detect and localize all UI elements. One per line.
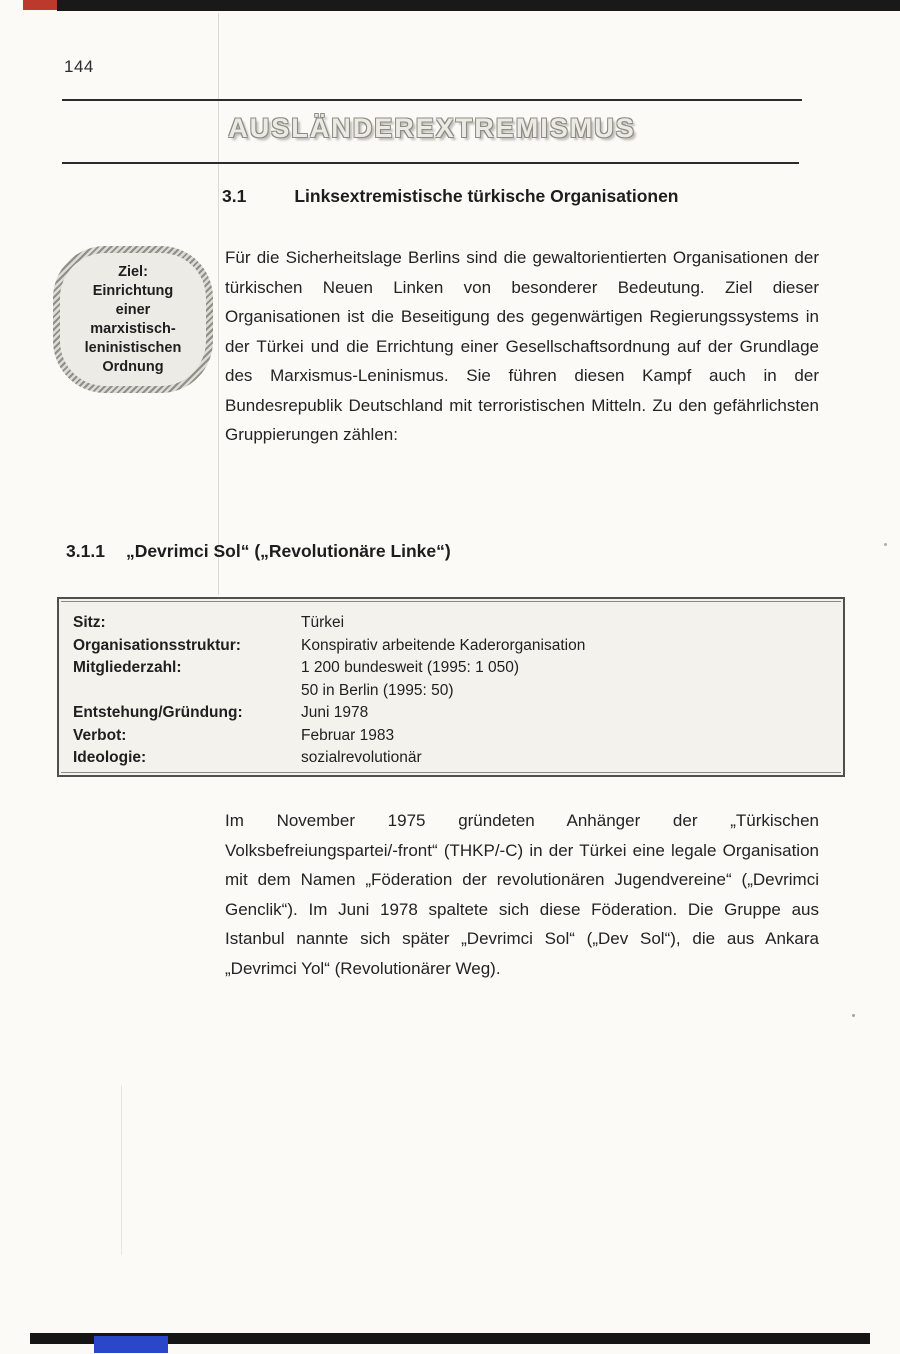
subsection-title: „Devrimci Sol“ („Revolutionäre Linke“) [125,541,451,561]
page-number: 144 [64,57,94,76]
scan-top-red-mark [23,0,58,10]
scan-speck [884,543,887,546]
infobox-value: Türkei [301,614,345,631]
margin-note-line: Einrichtung [92,282,174,299]
section-number: 3.1 [222,186,247,206]
subsection-heading [66,541,451,562]
margin-note-line: marxistisch- [90,320,176,337]
section-title: Linksextremistische türkische Organisationen [294,186,679,206]
infobox-row-ideologie [73,747,841,770]
document-title: AUSLÄNDEREXTREMISMUS [228,113,636,143]
margin-note-line: leninistischen [84,339,182,356]
infobox-label [73,680,301,703]
infobox-row-mitgliederzahl [73,657,841,680]
infobox-value: sozialrevolutionär [301,749,422,766]
body-paragraph-2: Im November 1975 gründeten Anhänger der „Türkischen Volksbefreiungspartei/-front“ (THKP/-C) in der Türkei eine legale Organisation mit dem Namen „Föderation der revolutionären Jugendvereine“ („Devrimci Genclik“). Im Juni 1978 spaltete sich diese Föderation. Die Gruppe aus Istanbul nannte sich später „Devrimci Sol“ („Dev Sol“), die aus Ankara „Devrimci Yol“ (Revolutionärer Weg). [225,811,819,978]
margin-note-text [60,253,206,386]
margin-note [53,246,213,393]
header-rule-top [62,99,802,101]
section-heading [222,186,679,207]
organisation-infobox [57,597,845,777]
scan-top-black-bar [57,0,900,11]
scan-speck [852,1014,855,1017]
infobox-label: Sitz: [73,614,106,631]
infobox-label: Entstehung/Gründung: [73,704,243,721]
header-rule-bottom [62,162,799,164]
subsection-number: 3.1.1 [66,541,105,561]
scan-artifact-line [121,1085,122,1255]
infobox-value: 1 200 bundesweit (1995: 1 050) [301,659,520,676]
infobox-value: Konspirativ arbeitende Kaderorganisation [301,636,586,654]
infobox-row-mitgliederzahl-berlin [73,680,841,703]
scan-bottom-blue-mark [94,1336,168,1353]
organisation-infobox-inner [61,601,841,773]
body-paragraph-1: Für die Sicherheitslage Berlins sind die gewaltorientierten Organisationen der türkischen Neuen Linken von besonderer Bedeutung. Ziel dieser Organisationen ist die Beseitigung des gegenwärtigen Regierungssystems in der Türkei und die Errichtung einer Gesellschaftsordnung auf der Grundlage des Marxismus-Leninismus. Sie führen diesen Kampf auch in der Bundesrepublik Deutschland mit terroristischen Mitteln. Zu den gefährlichsten Gruppierungen zählen: [225,248,819,444]
infobox-value: Februar 1983 [301,726,395,744]
infobox-row-entstehung [73,702,841,725]
infobox-row-sitz [73,612,841,635]
infobox-label: Organisationsstruktur: [73,636,241,654]
margin-note-line: Ziel: [118,263,148,280]
infobox-row-organisationsstruktur [73,635,841,658]
infobox-value: Juni 1978 [301,704,369,721]
infobox-row-verbot [73,725,841,748]
margin-note-line: einer [115,301,151,318]
infobox-value: 50 in Berlin (1995: 50) [301,681,454,699]
infobox-label: Mitgliederzahl: [73,659,182,676]
infobox-label: Ideologie: [73,749,147,766]
infobox-label: Verbot: [73,726,127,744]
margin-note-line: Ordnung [102,358,164,375]
